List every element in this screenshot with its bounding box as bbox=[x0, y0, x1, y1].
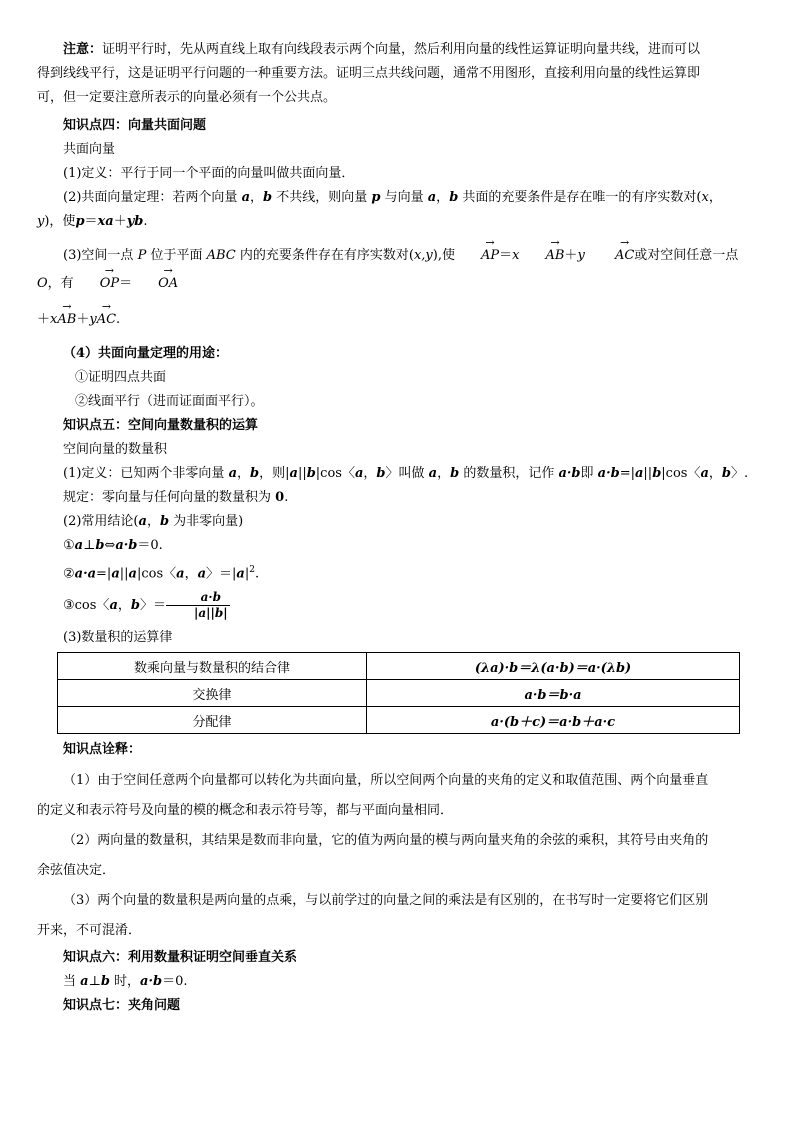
explain-2a: （2）两向量的数量积，其结果是数而非向量，它的值为两向量的模与两向量夹角的余弦的乘积，其符号由夹角的 bbox=[63, 833, 709, 849]
kp6-title: 知识点六：利用数量积证明空间垂直关系 bbox=[63, 950, 298, 966]
explain-3b: 开来，不可混淆． bbox=[37, 923, 142, 939]
laws-table bbox=[57, 652, 740, 734]
kp4-title: 知识点四：向量共面问题 bbox=[63, 118, 207, 133]
kp5-definition: (1)定义：已知两个非零向量 a，b，则|a||b|cos〈a，b〉叫做 a，b 的数量积，记作 a·b即 a·b=|a||b|cos〈a，b〉. bbox=[63, 466, 749, 481]
kp4-definition: (1)定义：平行于同一个平面的向量叫做共面向量． bbox=[63, 166, 355, 181]
kp5-conclusion-1: ①a⊥b⇔a·b＝0. bbox=[63, 538, 163, 553]
kp5-subtitle: 空间向量的数量积 bbox=[63, 442, 168, 457]
note-text-2: 得到线线平行，这是证明平行问题的一种重要方法。证明三点共线问题，通常不用图形，直接利用向量的线性运算即 bbox=[37, 66, 701, 81]
cosine-fraction: $\frac{a\cdot b}{|a||b|}$ bbox=[166, 590, 230, 621]
kp6-text: 当 a⊥b 时，a·b＝0. bbox=[63, 974, 188, 990]
law-formula: a·(b＋c)＝a·b＋a·c bbox=[367, 707, 740, 734]
note-text-1: 证明平行时，先从两直线上取有向线段表示两个向量，然后利用向量的线性运算证明向量共线，进而可以 bbox=[102, 42, 701, 57]
explain-1b: 的定义和表示符号及向量的模的概念和表示符号等，都与平面向量相同． bbox=[37, 803, 454, 819]
vector-AC-2: → AC bbox=[97, 306, 116, 334]
kp5-laws-title: (3)数量积的运算律 bbox=[63, 630, 173, 646]
table-row bbox=[58, 707, 740, 734]
kp4-use-title: （4）共面向量定理的用途： bbox=[63, 346, 229, 361]
kp4-point-condition: (3)空间一点 P 位于平面 ABC 内的充要条件存在有序实数对(x,y),使→ AP＝x→ AB＋y → AC或对空间任意一点 O，有→ OP＝→ OA bbox=[37, 242, 757, 298]
law-name: 分配律 bbox=[58, 707, 367, 734]
law-formula: a·b＝b·a bbox=[367, 680, 740, 707]
kp7-title: 知识点七：夹角问题 bbox=[63, 998, 181, 1014]
kp5-conclusion-2: ②a·a=|a||a|cos〈a，a〉$=|a|^2$. bbox=[63, 565, 260, 582]
kp4-subtitle: 共面向量 bbox=[63, 142, 116, 157]
vector-AC: → AC bbox=[589, 242, 634, 270]
kp4-theorem-line1: (2)共面向量定理：若两个向量 a，b 不共线，则向量 p 与向量 a，b 共面的充要条件是存在唯一的有序实数对(x， bbox=[63, 190, 722, 205]
kp5-title: 知识点五：空间向量数量积的运算 bbox=[63, 418, 259, 433]
note-text-3: 可，但一定要注意所表示的向量必须有一个公共点。 bbox=[37, 90, 337, 105]
note-label: 注意： bbox=[63, 42, 103, 57]
law-name: 数乘向量与数量积的结合律 bbox=[58, 653, 367, 680]
law-formula: (λa)·b＝λ(a·b)＝a·(λb) bbox=[367, 653, 740, 680]
vector-AB-2: → AB bbox=[57, 306, 76, 334]
table-row bbox=[58, 680, 740, 707]
explain-title: 知识点诠释： bbox=[63, 742, 142, 758]
table-row bbox=[58, 653, 740, 680]
kp4-point-condition-line2: ＋x→ AB＋y→ AC. bbox=[37, 306, 757, 334]
kp5-common-title: (2)常用结论(a，b 为非零向量) bbox=[63, 514, 244, 529]
explain-2b: 余弦值决定． bbox=[37, 863, 116, 879]
document-page bbox=[37, 38, 757, 1018]
vector-OP: → OP bbox=[74, 270, 119, 298]
explain-1a: （1）由于空间任意两个向量都可以转化为共面向量，所以空间两个向量的夹角的定义和取值范围、两个向量垂直 bbox=[63, 773, 709, 789]
vector-AB: → AB bbox=[519, 242, 564, 270]
kp5-conclusion-3: ③cos〈a，b〉＝ $\frac{a\cdot b}{|a||b|}$ bbox=[63, 590, 228, 621]
explain-3a: （3）两个向量的数量积是两向量的点乘，与以前学过的向量之间的乘法是有区别的，在书写时一定要将它们区别 bbox=[63, 893, 709, 909]
note-paragraph bbox=[37, 38, 757, 62]
kp5-rule: 规定：零向量与任何向量的数量积为 0. bbox=[63, 490, 289, 505]
kp4-theorem-line2: y)，使p＝xa＋yb. bbox=[37, 214, 148, 229]
vector-OA: → OA bbox=[132, 270, 178, 298]
vector-AP: → AP bbox=[455, 242, 499, 270]
law-name: 交换律 bbox=[58, 680, 367, 707]
kp4-use-2: ②线面平行（进而证面面平行）。 bbox=[75, 394, 264, 409]
kp4-use-1: ①证明四点共面 bbox=[75, 370, 167, 385]
